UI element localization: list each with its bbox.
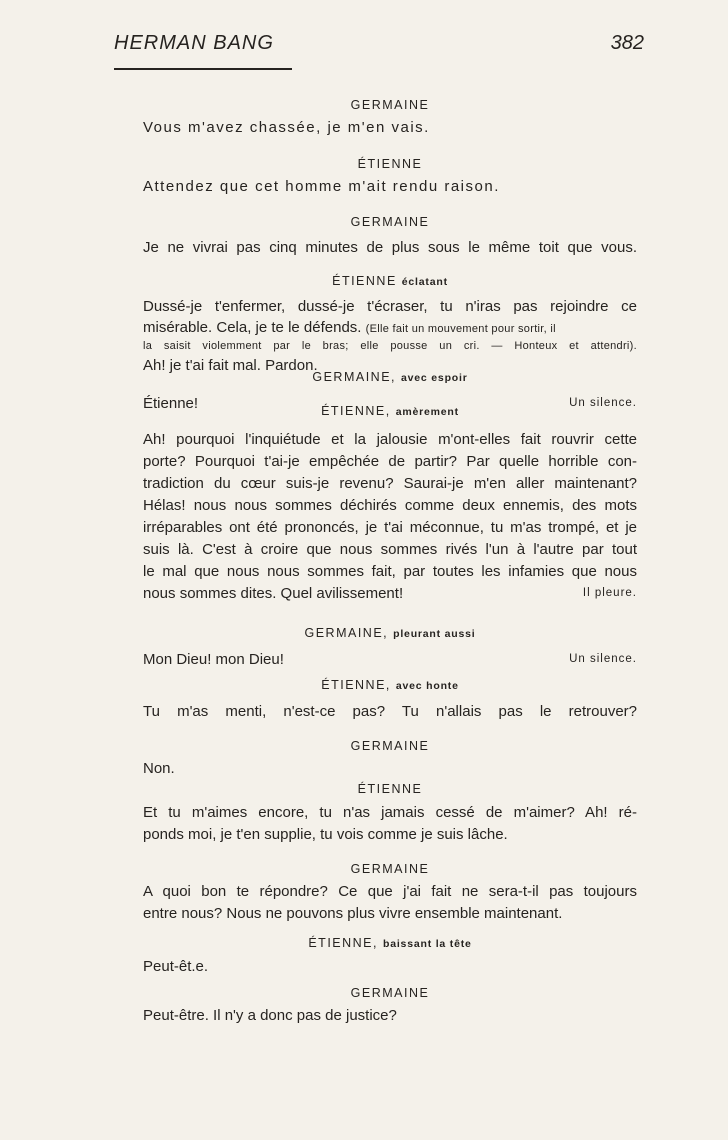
stage-direction: (Elle fait un mouvement pour sortir, il (365, 323, 556, 335)
stage-direction: la saisit violemment par le bras; elle pousse un cri. — Honteux et attendri). (143, 340, 637, 352)
dialogue-line: le mal que nous nous sommes fait, par toutes les infamies que nous (143, 563, 637, 580)
speaker-label: GERMAINE (350, 862, 430, 876)
speaker-label: GERMAINE (350, 215, 430, 229)
speaker-label: ÉTIENNE, amèrement (321, 404, 459, 418)
dialogue-line: ponds moi, je t'en supplie, tu vois comme je suis lâche. (143, 826, 508, 843)
dialogue-line: porte? Pourquoi t'ai-je empêchée de partir? Par quelle horrible con- (143, 453, 637, 470)
dialogue-line: Non. (143, 760, 175, 777)
speaker-label: ÉTIENNE, baissant la tête (308, 936, 472, 950)
speaker-label: GERMAINE (350, 986, 430, 1000)
dialogue-line: A quoi bon te répondre? Ce que j'ai fait ne sera-t-il pas toujours (143, 883, 637, 900)
running-header (114, 32, 644, 72)
dialogue-line: Peut-être. Il n'y a donc pas de justice? (143, 1007, 397, 1024)
speaker-label: ÉTIENNE (357, 782, 423, 796)
dialogue-line: Ah! pourquoi l'inquiétude et la jalousie m'ont-elles fait rouvrir cette (143, 431, 637, 448)
speaker-label: ÉTIENNE (357, 157, 423, 171)
stage-direction: pleurant aussi (393, 628, 476, 640)
stage-direction: avec espoir (401, 372, 468, 384)
dialogue-line: Dussé-je t'enfermer, dussé-je t'écraser, tu n'iras pas rejoindre ce (143, 298, 637, 315)
dialogue-line: nous sommes dites. Quel avilissement! Il pleure. (143, 585, 637, 602)
dialogue-line: Peut-êt.e. (143, 958, 209, 975)
dialogue-line: Je ne vivrai pas cinq minutes de plus sous le même toit que vous. (143, 239, 637, 256)
speaker-label: GERMAINE (350, 98, 430, 112)
dialogue-line: Tu m'as menti, n'est-ce pas? Tu n'allais pas le retrouver? (143, 703, 637, 720)
header-underline (114, 68, 292, 70)
speaker-label: ÉTIENNE éclatant (332, 274, 448, 288)
stage-direction: amèrement (395, 406, 459, 418)
stage-direction: Il pleure. (582, 587, 637, 599)
dialogue-line: Hélas! nous nous sommes déchirés comme deux ennemis, des mots (143, 497, 637, 514)
speaker-label: GERMAINE, avec espoir (312, 370, 468, 384)
dialogue-line: Ah! je t'ai fait mal. Pardon. (143, 357, 318, 374)
stage-direction: éclatant (401, 276, 448, 288)
stage-direction: baissant la tête (382, 938, 472, 950)
dialogue-line: irréparables ont été prononcés, je t'ai méconnue, tu m'as trompé, et je (143, 519, 637, 536)
stage-direction: avec honte (395, 680, 459, 692)
dialogue-line: Mon Dieu! mon Dieu! Un silence. (143, 651, 637, 668)
speaker-label: GERMAINE, pleurant aussi (304, 626, 476, 640)
dialogue-line: entre nous? Nous ne pouvons plus vivre ensemble maintenant. (143, 905, 563, 922)
dialogue-line: Vous m'avez chassée, je m'en vais. (143, 119, 430, 136)
speaker-label: ÉTIENNE, avec honte (321, 678, 459, 692)
dialogue-line: Attendez que cet homme m'ait rendu raison. (143, 178, 500, 195)
speaker-label: GERMAINE (350, 739, 430, 753)
dialogue-line: tradiction du cœur suis-je revenu? Saurai-je m'en aller maintenant? (143, 475, 637, 492)
dialogue-line: Et tu m'aimes encore, tu n'as jamais cessé de m'aimer? Ah! ré- (143, 804, 637, 821)
dialogue-line: Étienne! Un silence. (143, 395, 637, 412)
page-number: 382 (610, 32, 644, 54)
stage-direction: Un silence. (569, 397, 637, 409)
running-head-author: HERMAN BANG (114, 32, 274, 54)
stage-direction: Un silence. (569, 653, 637, 665)
dialogue-line: misérable. Cela, je te le défends. (Elle fait un mouvement pour sortir, il (143, 319, 556, 336)
dialogue-line: suis là. C'est à croire que nous sommes rivés l'un à l'autre par tout (143, 541, 637, 558)
